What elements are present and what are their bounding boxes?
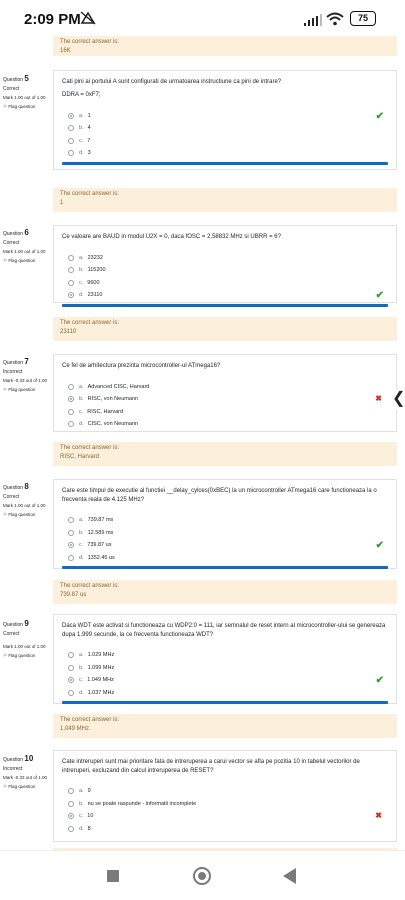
correct-answer-value: 739.87 us (60, 592, 87, 598)
answer-option[interactable]: b. nu se poate raspunde - informatii incomplete (62, 798, 388, 811)
checkmark-icon: ✔ (375, 110, 384, 122)
correct-answer-value: 1 (60, 200, 64, 206)
question-text: Daca WDT este activat si functioneaza cu WDP2:0 = 111, iar semnalul de reset intern al microcontroller-ului se genereaza dupa 1.999 secunde, la ce frecventa functioneaza WDT? (62, 623, 386, 638)
checkmark-icon: ✔ (375, 540, 384, 551)
question-mark: Mark -0.33 out of 1.00 (3, 378, 48, 383)
recents-icon[interactable] (107, 870, 119, 882)
radio-icon[interactable] (68, 690, 74, 696)
radio-selected-icon[interactable] (68, 292, 74, 298)
answer-option[interactable]: a. 1 ✔ (62, 110, 388, 123)
answer-options (62, 649, 388, 699)
answer-options (62, 252, 388, 302)
question-mark: Mark 1.00 out of 1.00 (3, 95, 46, 100)
correct-answer-box (53, 442, 397, 466)
flag-question-link[interactable]: ⚐ Flag question (3, 653, 36, 658)
cross-icon: ✖ (375, 811, 382, 820)
battery-icon: 75 (350, 11, 376, 26)
question-info (3, 357, 51, 393)
question-number: Question 10 (3, 754, 34, 763)
question-card (53, 750, 397, 842)
radio-icon[interactable] (68, 280, 74, 286)
radio-icon[interactable] (68, 788, 74, 794)
correct-answer-label: The correct answer is: (60, 445, 120, 451)
correct-answer-box (53, 580, 397, 604)
radio-icon[interactable] (68, 652, 74, 658)
flag-icon: ⚐ (3, 512, 8, 517)
radio-selected-icon[interactable] (68, 542, 74, 548)
question-card (53, 354, 397, 432)
flag-icon: ⚐ (3, 104, 8, 109)
cross-icon: ✖ (375, 394, 382, 403)
chevron-left-icon: ❮ (392, 390, 405, 407)
progress-bar (62, 162, 388, 165)
question-number: Question 9 (3, 619, 29, 628)
question-state: Incorrect (3, 766, 23, 772)
quiz-review-content (0, 36, 405, 850)
correct-answer-value: 23110 (60, 329, 77, 335)
status-bar (0, 0, 405, 40)
wifi-icon (326, 12, 344, 31)
radio-icon[interactable] (68, 384, 74, 390)
radio-selected-icon[interactable] (68, 113, 74, 119)
back-icon[interactable] (283, 868, 296, 884)
android-nav-bar (0, 850, 405, 900)
radio-icon[interactable] (68, 826, 74, 832)
question-card (53, 479, 397, 569)
answer-option[interactable]: c. 10 ✖ (62, 810, 388, 823)
answer-option[interactable]: a. 739.87 ms (62, 514, 388, 527)
answer-option[interactable]: c. 7 (62, 135, 388, 148)
question-number: Question 5 (3, 74, 29, 83)
correct-answer-label: The correct answer is: (60, 320, 120, 326)
answer-option[interactable]: a. 9 (62, 785, 388, 798)
answer-option[interactable]: d. 1352.45 us (62, 552, 388, 565)
status-time: 2:09 PM (24, 11, 81, 28)
flag-icon: ⚐ (3, 784, 8, 789)
progress-bar (62, 566, 388, 569)
question-info (3, 482, 51, 518)
answer-options (62, 514, 388, 564)
question-card (53, 225, 397, 303)
question-state: Incorrect (3, 369, 23, 375)
question-state: Correct (3, 86, 20, 92)
question-mark: Mark 1.00 out of 1.00 (3, 644, 46, 649)
answer-option[interactable]: d. 3 (62, 147, 388, 160)
flag-question-link[interactable]: ⚐ Flag question (3, 784, 36, 789)
question-mark: Mark 1.00 out of 1.00 (3, 503, 46, 508)
question-text: Ce valoare are BAUD in modul U2X = 0, daca fOSC = 2.58832 MHz si UBRR = 6? (62, 234, 281, 240)
radio-icon[interactable] (68, 665, 74, 671)
radio-icon[interactable] (68, 801, 74, 807)
radio-icon[interactable] (68, 138, 74, 144)
checkmark-icon: ✔ (375, 675, 384, 686)
answer-option[interactable]: c. 739.87 us ✔ (62, 539, 388, 552)
answer-option[interactable]: d. 8 (62, 823, 388, 836)
question-card (53, 614, 397, 704)
radio-icon[interactable] (68, 409, 74, 415)
radio-selected-icon[interactable] (68, 396, 74, 402)
answer-option[interactable]: d. CISC, von Neumann (62, 418, 388, 431)
answer-option[interactable]: b. RISC, von Neumann ✖ (62, 393, 388, 406)
question-text: Cati pini ai portului A sunt configurati de urmatoarea instructiune ca pini de intrare? (62, 79, 282, 85)
question-mark: Mark -0.33 out of 1.00 (3, 775, 48, 780)
question-text: Care este timpul de executie al functiei __delay_cylces(0xBEC) la un microcontroller ATmega16 care functioneaza la o frecventa reala de 4.125 MHz? (62, 488, 377, 503)
question-info (3, 619, 51, 659)
correct-answer-box (53, 188, 397, 212)
question-code: DDRA = 0xF7; (62, 91, 101, 98)
question-text: Ce fel de arhitectura prezinta microcontroller-ul ATmega16? (62, 363, 221, 369)
app-notification-icon (80, 11, 96, 30)
correct-answer-label: The correct answer is: (60, 39, 120, 45)
answer-option[interactable]: a. Advanced CISC, Harvard (62, 381, 388, 394)
answer-options (62, 785, 388, 835)
answer-options (62, 381, 388, 431)
radio-icon[interactable] (68, 267, 74, 273)
answer-option[interactable]: b. 12.589 ms (62, 527, 388, 540)
flag-icon: ⚐ (3, 387, 8, 392)
answer-option[interactable]: b. 4 (62, 122, 388, 135)
question-info (3, 74, 51, 110)
flag-icon: ⚐ (3, 258, 8, 263)
radio-icon[interactable] (68, 150, 74, 156)
radio-icon[interactable] (68, 421, 74, 427)
answer-option[interactable]: d. 23110 ✔ (62, 289, 388, 302)
radio-icon[interactable] (68, 517, 74, 523)
radio-selected-icon[interactable] (68, 813, 74, 819)
radio-icon[interactable] (68, 555, 74, 561)
radio-selected-icon[interactable] (68, 677, 74, 683)
home-icon[interactable] (193, 867, 211, 885)
question-mark: Mark 1.00 out of 1.00 (3, 249, 46, 254)
answer-option[interactable]: b. 1.099 MHz (62, 662, 388, 675)
question-text: Cate intreruperi sunt mai prioritare fata de intreruperea a carui vector se afla pe pozitia 10 in tabelul vectorilor de intreruperi, excluzand din calcul intreruperea de RESET? (62, 759, 360, 774)
question-number: Question 8 (3, 482, 29, 491)
progress-bar (62, 304, 388, 307)
question-number: Question 7 (3, 357, 29, 366)
question-info (3, 228, 51, 264)
flag-icon: ⚐ (3, 653, 8, 658)
answer-option[interactable]: d. 1.037 MHz (62, 687, 388, 700)
radio-icon[interactable] (68, 255, 74, 261)
flag-question-link[interactable]: ⚐ Flag question (3, 104, 36, 109)
edge-panel-handle[interactable] (392, 390, 405, 410)
answer-option[interactable]: a. 1.029 MHz (62, 649, 388, 662)
flag-question-link[interactable]: ⚐ Flag question (3, 258, 36, 263)
checkmark-icon: ✔ (375, 290, 384, 301)
answer-option[interactable]: c. RISC, Harvard (62, 406, 388, 419)
correct-answer-label: The correct answer is: (60, 583, 120, 589)
correct-answer-value: 16K (60, 48, 71, 54)
signal-icon (304, 13, 322, 31)
answer-option[interactable]: a. 23232 (62, 252, 388, 265)
answer-option[interactable]: b. 115200 (62, 264, 388, 277)
answer-option[interactable]: c. 1.049 MHz ✔ (62, 674, 388, 687)
radio-icon[interactable] (68, 125, 74, 131)
progress-bar (62, 701, 388, 704)
question-state: Correct (3, 494, 20, 500)
radio-icon[interactable] (68, 530, 74, 536)
correct-answer-label: The correct answer is: (60, 717, 120, 723)
correct-answer-value: RISC, Harvard (60, 454, 100, 460)
question-number: Question 6 (3, 228, 29, 237)
correct-answer-box (53, 317, 397, 341)
question-info (3, 754, 51, 790)
correct-answer-box (53, 714, 397, 738)
flag-question-link[interactable]: ⚐ Flag question (3, 512, 36, 517)
question-card (53, 70, 397, 170)
correct-answer-box (53, 36, 397, 56)
question-state: Correct (3, 631, 20, 637)
question-state: Correct (3, 240, 20, 246)
flag-question-link[interactable]: ⚐ Flag question (3, 387, 36, 392)
correct-answer-label: The correct answer is: (60, 191, 120, 197)
answer-option[interactable]: c. 9600 (62, 277, 388, 290)
answer-options (62, 110, 388, 160)
correct-answer-value: 1.049 MHz (60, 726, 90, 732)
